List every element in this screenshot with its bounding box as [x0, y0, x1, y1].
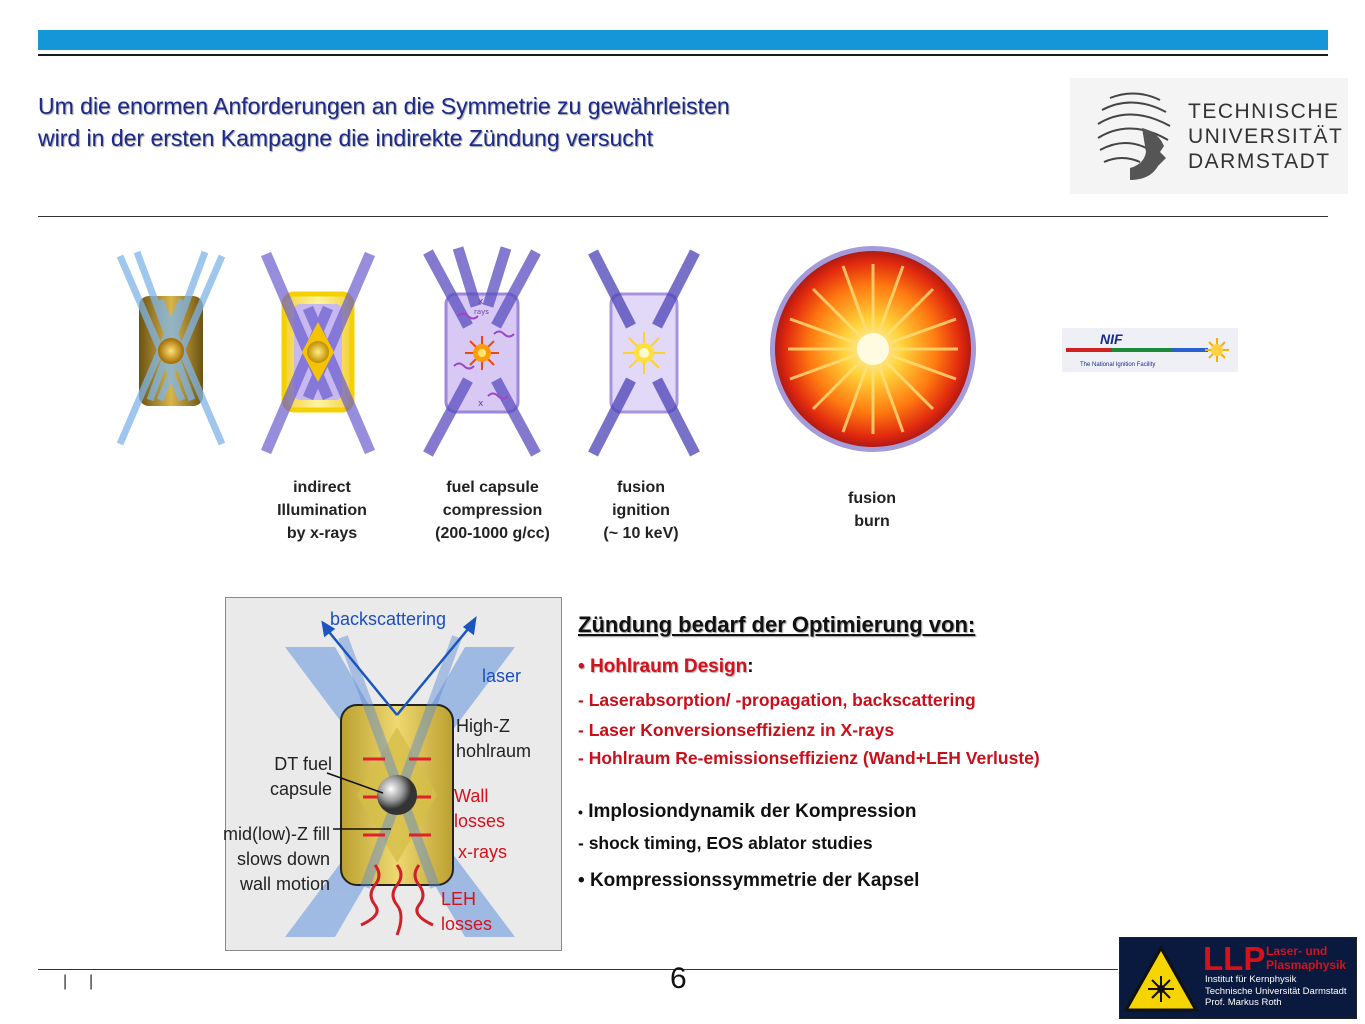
- sub-item-konversion: - Laser Konversionseffizienz in X-rays: [578, 720, 895, 740]
- llp-wordmark: LLP: [1203, 940, 1266, 977]
- stage-label-line: Illumination: [277, 502, 367, 519]
- nif-wordmark: NIF: [1100, 331, 1123, 347]
- llp-institute-line: Technische Universität Darmstadt: [1205, 985, 1347, 997]
- label-line: wall motion: [239, 874, 330, 894]
- footer-rule: [38, 969, 1118, 970]
- stage-label-line: fuel capsule: [446, 479, 539, 496]
- stage-label-line: fusion: [848, 490, 896, 507]
- label-laser: laser: [482, 666, 522, 686]
- label-line: losses: [454, 811, 506, 831]
- bullet-implosion: [578, 800, 1078, 824]
- label-fill-wall-motion: [190, 822, 330, 897]
- llp-subtitle-line: Plasmaphysik: [1266, 958, 1347, 972]
- slide-title: Um die enormen Anforderungen an die Symmetrie zu gewährleisten wird in der ersten Kampagne die indirekte Zündung versucht: [38, 93, 730, 151]
- xrays-mark-bottom: x: [478, 399, 484, 409]
- bullet-hohlraum-design: [578, 655, 1078, 679]
- nif-logo-graphic: [1062, 328, 1238, 372]
- hohlraum-stage-1-image: [112, 250, 230, 450]
- stage-label-line: ignition: [612, 502, 670, 519]
- label-backscattering: backscattering: [330, 609, 447, 629]
- llp-institute: [1205, 974, 1347, 1009]
- stage-label-line: (200-1000 g/cc): [435, 525, 550, 542]
- label-line: mid(low)-Z fill: [223, 824, 330, 844]
- xrays-word-top: rays: [474, 308, 489, 316]
- stage-label-line: (~ 10 keV): [603, 525, 679, 542]
- section-rule: [38, 216, 1328, 217]
- label-wall-losses: [454, 784, 505, 834]
- optimization-heading: Zündung bedarf der Optimierung von:: [578, 612, 976, 637]
- label-line: losses: [441, 914, 493, 934]
- tu-line-2: UNIVERSITÄT: [1188, 125, 1344, 148]
- header-rule: [38, 54, 1328, 56]
- hohlraum-stage-4-image: [585, 246, 703, 460]
- stage-label-illumination: [262, 476, 382, 545]
- implosion-label: Implosiondynamik der Kompression: [588, 801, 917, 822]
- llp-subtitle: [1266, 944, 1346, 972]
- label-line: slows down: [236, 849, 330, 869]
- label-leh-losses: [441, 887, 492, 937]
- athena-head-icon: [1090, 88, 1176, 184]
- tu-line-1: TECHNISCHE: [1188, 100, 1340, 123]
- hohlraum-design-colon: :: [747, 656, 754, 677]
- stage-label-line: by x-rays: [286, 525, 358, 542]
- sub-item-shock-timing: - shock timing, EOS ablator studies: [578, 833, 873, 853]
- hohlraum-design-label: Hohlraum Design: [589, 656, 748, 677]
- label-line: High-Z: [456, 716, 511, 736]
- stage-label-line: burn: [854, 513, 890, 530]
- label-line: Wall: [454, 786, 489, 806]
- label-line: capsule: [269, 779, 332, 799]
- sub-item-reemission: - Hohlraum Re-emissionseffizienz (Wand+LEH Verluste): [578, 748, 1040, 768]
- bullet-symmetry: [578, 869, 1078, 893]
- hohlraum-stage-2-image: [256, 248, 380, 458]
- laser-warning-icon: [1124, 944, 1198, 1014]
- xrays-mark-top: x: [478, 297, 484, 307]
- footer-separator-2: |: [89, 973, 94, 990]
- label-line: DT fuel: [274, 754, 332, 774]
- header-bar: [38, 30, 1328, 50]
- llp-institute-line: Prof. Markus Roth: [1205, 997, 1282, 1008]
- hohlraum-stage-3-image: [418, 246, 546, 460]
- tu-darmstadt-wordmark: [1188, 99, 1343, 174]
- llp-subtitle-line: Laser- und: [1266, 944, 1328, 958]
- stage-label-compression: [420, 476, 565, 545]
- stage-label-line: indirect: [293, 479, 351, 496]
- stage-label-burn: [822, 487, 922, 533]
- stage-label-line: compression: [442, 502, 543, 519]
- symmetry-label: Kompressionssymmetrie der Kapsel: [589, 870, 920, 891]
- bullet-dot: •: [578, 870, 585, 891]
- footer-separator-1: |: [63, 973, 68, 990]
- label-line: LEH: [441, 889, 477, 909]
- label-high-z-hohlraum: [456, 714, 531, 764]
- bullet-dot: •: [578, 804, 583, 820]
- sub-item-laserabsorption: - Laserabsorption/ -propagation, backscattering: [578, 690, 976, 710]
- stage-label-line: fusion: [617, 479, 665, 496]
- bullet-dot: •: [578, 656, 585, 677]
- tu-line-3: DARMSTADT: [1188, 150, 1331, 173]
- label-line: hohlraum: [456, 741, 532, 761]
- stage-label-ignition: [585, 476, 697, 545]
- nif-subtitle: The National Ignition Facility: [1080, 362, 1156, 368]
- llp-institute-line: Institut für Kernphysik: [1205, 974, 1297, 985]
- fusion-burn-image: [768, 244, 978, 454]
- label-dt-fuel-capsule: [232, 752, 332, 802]
- label-x-rays: x-rays: [458, 842, 507, 862]
- page-number: 6: [670, 962, 687, 995]
